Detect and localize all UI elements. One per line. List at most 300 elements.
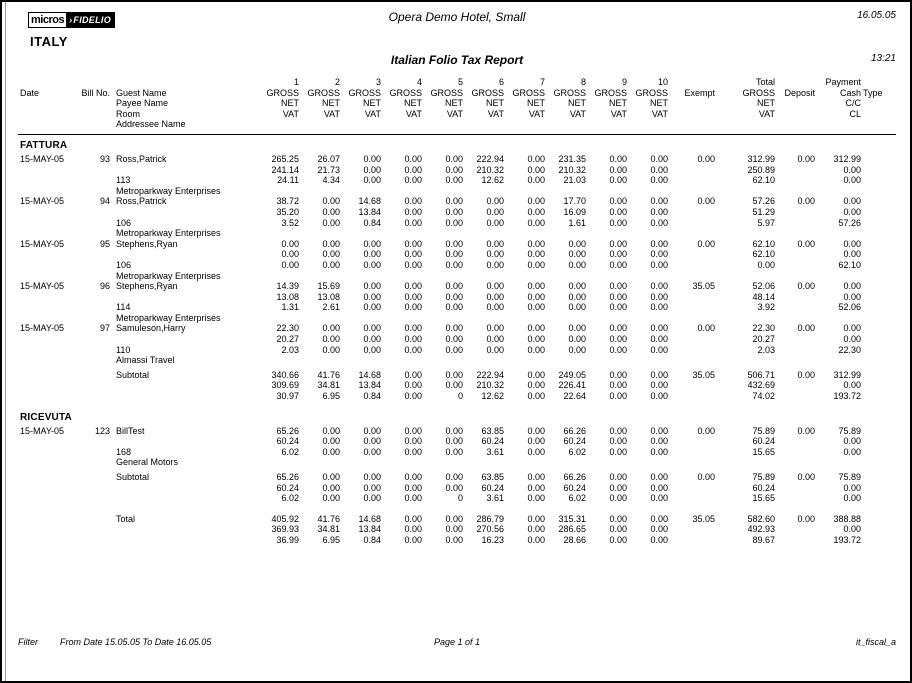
cell-t6: 12.62: [481, 175, 504, 186]
cell-pay: 62.10: [838, 259, 861, 270]
cell-t9: [588, 119, 629, 130]
cell-t1: [260, 119, 301, 130]
cell-t10: [629, 119, 670, 130]
header-line: [18, 88, 896, 99]
cell-date: [18, 345, 76, 356]
cell-t1: 60.24: [276, 436, 299, 447]
cell-t9: 9: [621, 77, 627, 87]
cell-type: [863, 98, 893, 109]
cell-exempt: [670, 313, 717, 324]
cell-deposit: 0.00: [797, 513, 815, 524]
header-line: [18, 77, 896, 88]
cell-guest: Payee Name: [116, 98, 169, 109]
cell-t4: 0.00: [404, 206, 422, 217]
cell-t8: [547, 186, 588, 197]
cell-t5: [424, 186, 465, 197]
cell-t1: [260, 271, 301, 282]
cell-pay: [817, 313, 863, 324]
cell-bill: [76, 380, 116, 391]
folio-row-gross-line: [18, 196, 896, 207]
cell-deposit: 0.00: [797, 369, 815, 380]
cell-type: [863, 260, 893, 271]
cell-t10: 0.00: [650, 436, 668, 447]
cell-pay: 388.88: [833, 513, 861, 524]
cell-t4: 0.00: [404, 344, 422, 355]
cell-total: 15.65: [752, 493, 775, 504]
cell-t6: 12.62: [481, 391, 504, 402]
cell-t10: 0.00: [650, 175, 668, 186]
cell-t9: 0.00: [609, 302, 627, 313]
cell-date: 15-MAY-05: [20, 238, 65, 249]
cell-t7: [506, 355, 547, 366]
cell-guest: 110: [116, 344, 131, 355]
cell-t10: 0.00: [650, 472, 668, 482]
cell-bill: [76, 260, 116, 271]
cell-t2: 2.61: [322, 302, 340, 313]
cell-exempt: [670, 302, 717, 313]
cell-t10: 0.00: [650, 206, 668, 217]
cell-t1: [260, 412, 301, 424]
cell-t7: 0.00: [527, 206, 545, 217]
cell-date: [18, 109, 76, 120]
cell-t10: [629, 271, 670, 282]
cell-t8: [547, 457, 588, 468]
cell-exempt: [670, 249, 717, 260]
cell-t5: 0.00: [445, 196, 463, 207]
cell-deposit: [777, 260, 817, 271]
cell-t5: 0.00: [445, 344, 463, 355]
cell-exempt: [670, 77, 717, 88]
cell-t1: [260, 140, 301, 152]
cell-type: [863, 313, 893, 324]
section-title: [18, 140, 896, 152]
cell-guest: Stephens,Ryan: [116, 238, 178, 249]
cell-t2: [301, 355, 342, 366]
cell-t7: 0.00: [527, 175, 545, 186]
cell-type: Type: [863, 87, 883, 98]
cell-t2: [301, 119, 342, 130]
cell-exempt: [670, 355, 717, 366]
cell-t7: [506, 412, 547, 424]
cell-total: [717, 355, 777, 366]
cell-type: [863, 380, 893, 391]
folio-row-vat-line: [18, 302, 896, 313]
cell-type: [863, 447, 893, 458]
cell-exempt: [670, 109, 717, 120]
cell-t7: [506, 119, 547, 130]
grand-total-vat-line: [18, 535, 896, 546]
folio-row-addressee-line: [18, 355, 896, 366]
cell-t3: VAT: [364, 108, 381, 119]
cell-bill: [76, 313, 116, 324]
cell-t2: 0.00: [322, 323, 340, 334]
cell-deposit: [777, 271, 817, 282]
cell-t4: 0.00: [404, 513, 422, 524]
cell-t8: [547, 313, 588, 324]
cell-t10: 0.00: [650, 534, 668, 545]
cell-date: [18, 260, 76, 271]
cell-type: [863, 175, 893, 186]
cell-bill: [76, 165, 116, 176]
cell-guest: [116, 535, 260, 546]
cell-t1: 0.00: [281, 238, 299, 249]
cell-t7: GROSS: [512, 87, 545, 98]
cell-t2: 21.73: [317, 164, 340, 175]
cell-total: [717, 412, 777, 424]
cell-t2: 13.08: [317, 291, 340, 302]
cell-type: [863, 483, 893, 494]
cell-date: [18, 175, 76, 186]
cell-t5: 0.00: [445, 164, 463, 175]
cell-t2: [301, 271, 342, 282]
cell-pay: [817, 119, 863, 130]
cell-deposit: [777, 334, 817, 345]
cell-total: 62.10: [752, 238, 775, 249]
cell-t6: NET: [486, 98, 504, 109]
cell-t4: [383, 119, 424, 130]
cell-guest: [116, 412, 260, 424]
cell-deposit: [777, 380, 817, 391]
cell-t3: 13.84: [358, 206, 381, 217]
cell-bill: [76, 249, 116, 260]
cell-t2: 0.00: [322, 238, 340, 249]
cell-t4: NET: [404, 98, 422, 109]
folio-row-gross-line: [18, 239, 896, 250]
cell-t5: [424, 119, 465, 130]
cell-t10: 0.00: [650, 334, 668, 345]
cell-t6: [465, 271, 506, 282]
cell-bill: [76, 302, 116, 313]
cell-t5: 0.00: [445, 534, 463, 545]
page-number: Page 1 of 1: [433, 637, 481, 647]
cell-t2: 0.00: [322, 482, 340, 493]
cell-total: [717, 457, 777, 468]
cell-type: [863, 239, 893, 250]
cell-guest: [116, 207, 260, 218]
cell-type: [863, 109, 893, 120]
cell-pay: 0.00: [843, 334, 861, 345]
cell-t10: 0.00: [650, 380, 668, 391]
report-title: Opera Demo Hotel, Small: [388, 10, 526, 24]
cell-t9: 0.00: [609, 425, 627, 436]
cell-deposit: [777, 109, 817, 120]
cell-type: [863, 207, 893, 218]
folio-row-gross-line: [18, 323, 896, 334]
cell-t3: [342, 140, 383, 152]
cell-t3: 0.00: [363, 175, 381, 186]
logo-area: [18, 10, 228, 28]
cell-t4: [383, 271, 424, 282]
cell-t9: 0.00: [609, 391, 627, 402]
cell-t7: [506, 140, 547, 152]
cell-t5: 0.00: [445, 323, 463, 334]
cell-type: [863, 412, 893, 424]
cell-total: 74.02: [752, 391, 775, 402]
cell-t5: [424, 355, 465, 366]
cell-type: [863, 228, 893, 239]
cell-t8: 60.24: [563, 482, 586, 493]
report-subtitle-row: [18, 53, 896, 67]
cell-total: Total: [755, 77, 775, 87]
cell-exempt: [670, 380, 717, 391]
header-rule: [18, 134, 896, 135]
cell-exempt: [670, 483, 717, 494]
cell-exempt: [670, 207, 717, 218]
cell-date: [18, 472, 76, 483]
cell-guest: [116, 165, 260, 176]
folio-row-net-line: [18, 292, 896, 303]
cell-t7: 0.00: [527, 164, 545, 175]
cell-type: [863, 436, 893, 447]
cell-deposit: [777, 98, 817, 109]
cell-t4: 0.00: [404, 281, 422, 292]
cell-guest: Metroparkway Enterprises: [116, 185, 221, 196]
cell-t7: 0.00: [527, 436, 545, 447]
cell-t4: [383, 412, 424, 424]
cell-type: [863, 292, 893, 303]
cell-t5: [424, 313, 465, 324]
cell-t9: [588, 355, 629, 366]
cell-t7: 0.00: [527, 391, 545, 402]
cell-t7: 0.00: [527, 446, 545, 457]
cell-t1: 30.97: [276, 391, 299, 402]
cell-guest: [116, 380, 260, 391]
cell-date: FATTURA: [20, 139, 68, 151]
cell-guest: Total: [116, 513, 136, 524]
cell-date: [18, 98, 76, 109]
cell-total: GROSS: [742, 87, 775, 98]
report-time: 13:21: [870, 53, 896, 64]
cell-t9: VAT: [610, 108, 627, 119]
cell-exempt: [670, 165, 717, 176]
cell-t3: [342, 412, 383, 424]
cell-bill: Bill No.: [81, 87, 110, 98]
cell-bill: [76, 447, 116, 458]
cell-t7: 0.00: [527, 534, 545, 545]
cell-t8: 315.31: [558, 513, 586, 524]
cell-total: 432.69: [747, 380, 775, 391]
cell-guest: [116, 436, 260, 447]
cell-t5: [424, 140, 465, 152]
subtotal-gross-line: [18, 472, 896, 483]
cell-guest: [116, 249, 260, 260]
cell-t3: [342, 313, 383, 324]
cell-pay: [817, 457, 863, 468]
cell-total: 312.99: [747, 153, 775, 164]
cell-t4: [383, 457, 424, 468]
grand-total-net-line: [18, 524, 896, 535]
cell-t2: 41.76: [317, 513, 340, 524]
cell-t5: 0.00: [445, 153, 463, 164]
cell-exempt: [670, 493, 717, 504]
cell-date: [18, 535, 76, 546]
cell-t6: 3.61: [486, 446, 504, 457]
cell-pay: 0.00: [843, 175, 861, 186]
grand-total-gross-line: [18, 514, 896, 525]
cell-t1: 241.14: [271, 164, 299, 175]
cell-t7: 0.00: [527, 291, 545, 302]
cell-guest: Metroparkway Enterprises: [116, 228, 221, 239]
cell-t8: [547, 140, 588, 152]
cell-t1: 3.52: [281, 217, 299, 228]
folio-row-net-line: [18, 249, 896, 260]
cell-total: 20.27: [752, 334, 775, 345]
cell-pay: 75.89: [838, 425, 861, 436]
cell-t6: 0.00: [486, 196, 504, 207]
cell-date: [18, 186, 76, 197]
cell-type: [863, 281, 893, 292]
cell-bill: [76, 334, 116, 345]
cell-t3: 0.00: [363, 302, 381, 313]
cell-t5: 0.00: [445, 425, 463, 436]
cell-guest: Ross,Patrick: [116, 196, 167, 207]
cell-total: [717, 140, 777, 152]
cell-bill: [76, 535, 116, 546]
cell-t4: [383, 140, 424, 152]
cell-pay: 0.00: [843, 249, 861, 260]
cell-type: [863, 472, 893, 483]
cell-date: 15-MAY-05: [20, 153, 65, 164]
cell-t3: [342, 355, 383, 366]
cell-type: [863, 119, 893, 130]
cell-t5: 0: [457, 493, 463, 504]
cell-exempt: 0.00: [697, 153, 715, 164]
cell-t1: [260, 457, 301, 468]
cell-pay: [817, 186, 863, 197]
cell-date: [18, 228, 76, 239]
cell-t3: 0.00: [363, 164, 381, 175]
cell-t9: 0.00: [609, 153, 627, 164]
cell-pay: 0.00: [843, 238, 861, 249]
cell-t8: 0.00: [568, 249, 586, 260]
cell-date: [18, 165, 76, 176]
cell-guest: Almassi Travel: [116, 355, 175, 366]
cell-total: [717, 313, 777, 324]
cell-t1: 340.66: [271, 369, 299, 380]
cell-t6: [465, 119, 506, 130]
cell-bill: [76, 98, 116, 109]
cell-t7: [506, 186, 547, 197]
cell-t4: [383, 186, 424, 197]
cell-t1: 309.69: [271, 380, 299, 391]
cell-t2: 0.00: [322, 217, 340, 228]
cell-t5: VAT: [446, 108, 463, 119]
cell-t7: 0.00: [527, 302, 545, 313]
cell-t7: 0.00: [527, 153, 545, 164]
cell-type: [863, 302, 893, 313]
cell-guest: 106: [116, 259, 132, 270]
cell-pay: CL: [849, 108, 861, 119]
cell-pay: 22.30: [838, 344, 861, 355]
cell-deposit: [777, 218, 817, 229]
cell-t8: 0.00: [568, 344, 586, 355]
subtotal-gross-line: [18, 370, 896, 381]
cell-t9: 0.00: [609, 334, 627, 345]
cell-exempt: [670, 447, 717, 458]
cell-total: NET: [757, 98, 775, 109]
cell-t9: [588, 186, 629, 197]
cell-guest: Metroparkway Enterprises: [116, 270, 221, 281]
cell-t8: 66.26: [563, 472, 586, 482]
cell-t7: 0.00: [527, 380, 545, 391]
cell-t8: 21.03: [563, 175, 586, 186]
cell-t6: [465, 228, 506, 239]
cell-bill: [76, 140, 116, 152]
cell-t7: 0.00: [527, 493, 545, 504]
cell-t3: [342, 228, 383, 239]
cell-t5: 0.00: [445, 302, 463, 313]
cell-t10: 0.00: [650, 524, 668, 535]
cell-bill: [76, 218, 116, 229]
cell-t9: [588, 313, 629, 324]
cell-exempt: [670, 119, 717, 130]
cell-t5: 0.00: [445, 513, 463, 524]
cell-t1: NET: [281, 98, 299, 109]
cell-total: 89.67: [752, 534, 775, 545]
cell-t2: 0.00: [322, 249, 340, 260]
cell-t8: 0.00: [568, 259, 586, 270]
cell-t3: 0.84: [363, 534, 381, 545]
folio-row-gross-line: [18, 426, 896, 437]
filter-value: From Date 15.05.05 To Date 16.05.05: [60, 637, 212, 647]
cell-t4: 0.00: [404, 391, 422, 402]
folio-row-net-line: [18, 207, 896, 218]
cell-t1: 36.99: [276, 534, 299, 545]
cell-t10: 0.00: [650, 164, 668, 175]
cell-pay: 0.00: [843, 380, 861, 391]
cell-t2: NET: [322, 98, 340, 109]
cell-t9: NET: [609, 98, 627, 109]
cell-deposit: [777, 524, 817, 535]
cell-guest: General Motors: [116, 457, 179, 468]
cell-type: [863, 535, 893, 546]
cell-exempt: [670, 175, 717, 186]
cell-exempt: 0.00: [697, 323, 715, 334]
cell-t9: 0.00: [609, 493, 627, 504]
cell-t9: [588, 228, 629, 239]
cell-exempt: Exempt: [684, 87, 715, 98]
report-header-row: [18, 10, 896, 28]
cell-t3: 0.84: [363, 391, 381, 402]
cell-t7: 0.00: [527, 259, 545, 270]
cell-t6: 3.61: [486, 493, 504, 504]
cell-t8: VAT: [569, 108, 586, 119]
cell-t4: 0.00: [404, 217, 422, 228]
cell-t7: 7: [539, 77, 545, 87]
cell-t6: 0.00: [486, 291, 504, 302]
cell-t4: 0.00: [404, 524, 422, 535]
cell-total: [717, 271, 777, 282]
cell-t1: 38.72: [276, 196, 299, 207]
cell-guest: 106: [116, 217, 132, 228]
cell-t3: [342, 271, 383, 282]
cell-t3: 0.00: [363, 281, 381, 292]
cell-t1: 0.00: [281, 259, 299, 270]
folio-row-addressee-line: [18, 186, 896, 197]
cell-guest: Guest Name: [116, 87, 167, 98]
row-group: [18, 412, 896, 424]
cell-t8: [547, 119, 588, 130]
cell-type: [863, 457, 893, 468]
cell-t7: 0.00: [527, 344, 545, 355]
cell-pay: 52.06: [838, 302, 861, 313]
cell-pay: [817, 412, 863, 424]
cell-guest: 168: [116, 446, 132, 457]
cell-t8: 0.00: [568, 291, 586, 302]
cell-t4: 0.00: [404, 534, 422, 545]
cell-t8: 0.00: [568, 334, 586, 345]
cell-t8: 0.00: [568, 281, 586, 292]
